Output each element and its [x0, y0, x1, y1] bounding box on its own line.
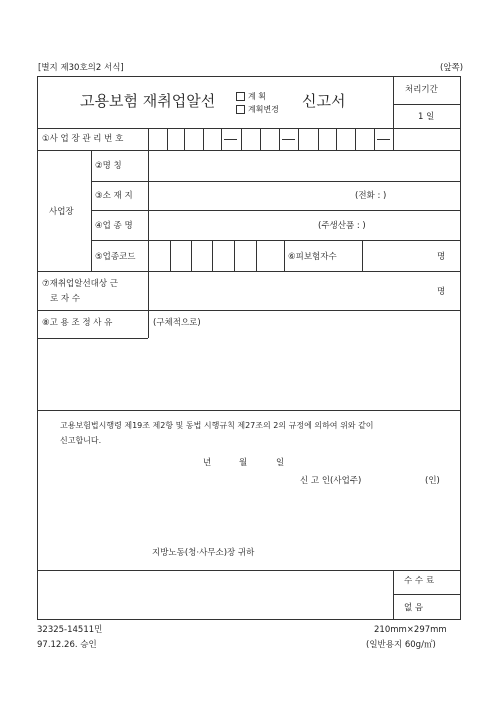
mgmt-cell-2: [184, 128, 185, 150]
date-day: 일: [276, 458, 285, 468]
checkbox-plan[interactable]: [236, 92, 245, 101]
main-product-field: (주생산품 : ): [318, 221, 366, 231]
mgmt-cell-4: [221, 128, 222, 150]
code-cell-6: [284, 240, 285, 271]
address-label: ③소 재 지: [95, 191, 133, 201]
checkbox-change[interactable]: [236, 105, 245, 114]
vline-target: [148, 271, 149, 338]
reporter-label: 신 고 인(사업주): [300, 476, 362, 486]
insured-cell-divider: [362, 240, 363, 271]
mgmt-cell-7: [279, 128, 280, 150]
code-cell-4: [234, 240, 235, 271]
fee-value: 없 음: [404, 603, 424, 613]
addressee: 지방노동(청·사무소)장 귀하: [152, 548, 255, 558]
vline-fee: [393, 570, 394, 620]
target-workers-label-1: ⑦재취업알선대상 근: [42, 279, 119, 289]
mgmt-number-label: ①사 업 장 관 리 번 호: [42, 134, 124, 144]
mgmt-dash-1: [224, 139, 237, 140]
mgmt-cell-12: [374, 128, 375, 150]
processing-period-label: 처리기간: [405, 85, 438, 95]
phone-field: (전화 : ): [355, 191, 387, 201]
form-id: [별지 제30호의2 서식]: [38, 63, 124, 73]
vline-workplace: [91, 150, 92, 271]
seal-mark: (인): [425, 476, 440, 486]
paper-size: 210mm×297mm: [374, 625, 447, 635]
mgmt-dash-3: [377, 139, 390, 140]
divider-proc: [393, 104, 461, 105]
declaration-line-2: 신고합니다.: [60, 436, 102, 445]
business-type-input[interactable]: [150, 212, 310, 239]
vline-field-labels: [148, 150, 149, 271]
mgmt-dash-2: [282, 139, 295, 140]
mgmt-cell-5: [241, 128, 242, 150]
insured-count-unit: 명: [437, 252, 446, 262]
divider-address: [91, 210, 461, 211]
divider-name: [91, 181, 461, 182]
processing-period-value: 1 일: [418, 112, 435, 122]
mgmt-cell-9: [318, 128, 319, 150]
divider-target: [37, 310, 461, 311]
code-cell-3: [212, 240, 213, 271]
address-input[interactable]: [150, 183, 350, 209]
divider-title: [37, 128, 461, 129]
target-workers-unit: 명: [437, 287, 446, 297]
approval-date: 97.12.26. 승인: [37, 640, 97, 650]
page-side: (앞쪽): [440, 63, 464, 73]
form-code: 32325-14511민: [37, 625, 103, 635]
title-main: 고용보험 재취업알선: [80, 92, 216, 110]
divider-fee: [393, 594, 461, 595]
date-month: 월: [239, 458, 248, 468]
mgmt-cell-6: [260, 128, 261, 150]
reason-label: ⑧고 용 조 정 사 유: [42, 318, 113, 328]
mgmt-cell-8: [298, 128, 299, 150]
divider-declaration: [37, 570, 461, 571]
paper-type: (일반용지 60g/㎡): [366, 640, 436, 650]
vline-mgmt: [148, 128, 149, 150]
industry-code-label: ⑤업종코드: [95, 252, 136, 262]
vline-proc: [393, 76, 394, 150]
target-workers-label-2: 로 자 수: [50, 294, 81, 304]
name-label: ②명 칭: [95, 161, 122, 171]
title-suffix: 신고서: [302, 92, 346, 110]
code-cell-1: [170, 240, 171, 271]
option-plan: [236, 92, 266, 101]
divider-reason: [37, 410, 461, 411]
business-type-label: ④업 종 명: [95, 221, 133, 231]
reason-input[interactable]: [150, 330, 460, 408]
divider-reason-label: [37, 338, 148, 339]
mgmt-cell-1: [167, 128, 168, 150]
option-plan-label: 계 획: [248, 92, 266, 101]
mgmt-cell-10: [336, 128, 337, 150]
insured-count-label: ⑥피보험자수: [288, 252, 337, 262]
divider-workplace: [37, 271, 461, 272]
divider-mgmt: [37, 150, 461, 151]
reason-hint: (구체적으로): [153, 318, 201, 328]
date-year: 년: [203, 458, 212, 468]
mgmt-cell-3: [203, 128, 204, 150]
mgmt-cell-11: [355, 128, 356, 150]
fee-label: 수 수 료: [404, 576, 435, 586]
code-cell-5: [256, 240, 257, 271]
workplace-label: 사업장: [49, 207, 74, 217]
declaration-line-1: 고용보험법시행령 제19조 제2항 및 동법 시행규칙 제27조의 2의 규정에 의하여 위와 같이: [60, 421, 374, 430]
code-cell-2: [191, 240, 192, 271]
option-change-label: 계획변경: [248, 105, 279, 114]
name-input[interactable]: [150, 152, 460, 180]
divider-business: [91, 240, 461, 241]
option-change: [236, 105, 279, 114]
